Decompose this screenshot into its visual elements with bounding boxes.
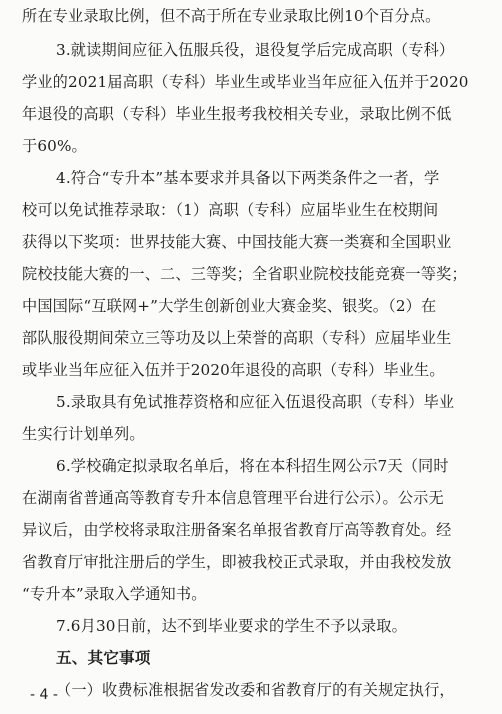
text-line-3: 学业的2021届高职（专科）毕业生或毕业当年应征入伍并于2020 — [22, 73, 469, 91]
text-line-6: 4.符合“专升本”基本要求并具备以下两类条件之一者，学 — [56, 169, 440, 187]
text-line-9: 院校技能大赛的一、二、三等奖；全省职业院校技能竞赛一等奖； — [22, 265, 467, 283]
text-line-22: （一）收费标准根据省发改委和省教育厅的有关规定执行， — [56, 681, 455, 699]
text-line-5: 于60%。 — [22, 137, 87, 155]
text-line-13: 5.录取具有免试推荐资格和应征入伍退役高职（专科）毕业 — [56, 393, 455, 411]
text-line-10: 中国国际“互联网+”大学生创新创业大赛金奖、银奖。（2）在 — [22, 297, 437, 315]
text-line-4: 年退役的高职（专科）毕业生报考我校相关专业，录取比例不低 — [22, 105, 452, 123]
text-line-1: 所在专业录取比例，但不高于所在专业录取比例10个百分点。 — [22, 7, 441, 25]
text-line-16: 在湖南省普通高等教育专升本信息管理平台进行公示）。公示无 — [22, 489, 444, 507]
text-line-15: 6.学校确定拟录取名单后，将在本科招生网公示7天（同时 — [56, 457, 449, 475]
text-line-8: 获得以下奖项：世界技能大赛、中国技能大赛一类赛和全国职业 — [22, 233, 452, 251]
page-number: - 4 - — [30, 687, 58, 703]
text-line-2: 3.就读期间应征入伍服兵役，退役复学后完成高职（专科） — [56, 41, 455, 59]
text-line-11: 部队服役期间荣立三等功及以上荣誉的高职（专科）应届毕业生 — [22, 329, 452, 347]
text-line-17: 异议后，由学校将录取注册备案名单报省教育厅高等教育处。经 — [22, 521, 452, 539]
text-line-14: 生实行计划单列。 — [22, 425, 145, 443]
text-line-12: 或毕业当年应征入伍并于2020年退役的高职（专科）毕业生。 — [22, 361, 445, 379]
text-line-20: 7.6月30日前，达不到毕业要求的学生不予以录取。 — [56, 617, 407, 635]
text-line-19: “专升本”录取入学通知书。 — [22, 585, 207, 603]
text-line-18: 省教育厅审批注册后的学生，即被我校正式录取，并由我校发放 — [22, 553, 452, 571]
section-heading: 五、其它事项 — [56, 649, 151, 667]
text-line-7: 校可以免试推荐录取：（1）高职（专科）应届毕业生在校期间 — [22, 201, 439, 219]
